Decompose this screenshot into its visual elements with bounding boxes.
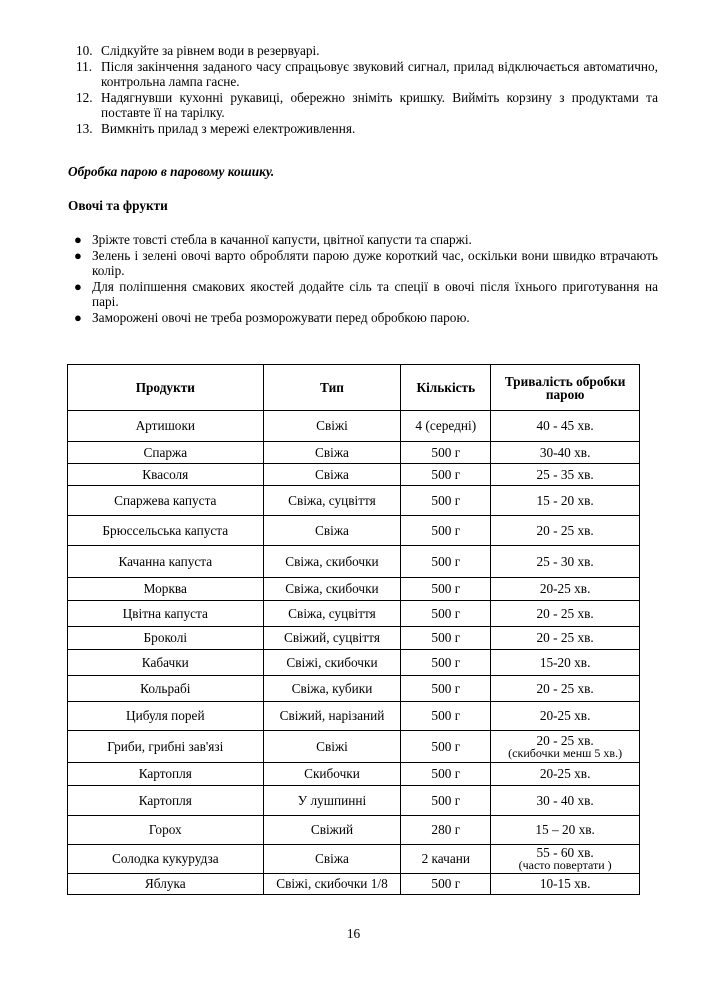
header-duration: Тривалість обробки парою bbox=[491, 365, 640, 411]
cell-type: Свіжа, суцвіття bbox=[263, 486, 401, 516]
cell-time: 20 - 25 хв. bbox=[491, 627, 640, 650]
step-text: Надягнувши кухонні рукавиці, обережно зніміть кришку. Вийміть корзину з продуктами та поставте її на тарілку. bbox=[101, 89, 658, 121]
page-number: 16 bbox=[346, 926, 361, 941]
cell-product: Броколі bbox=[68, 627, 264, 650]
cell-type: Свіжі bbox=[263, 411, 401, 442]
time-note: (скибочки менш 5 хв.) bbox=[508, 745, 623, 760]
cell-time: 15 - 20 хв. bbox=[491, 486, 640, 516]
cell-time: 25 - 30 хв. bbox=[491, 546, 640, 578]
cell-amount: 500 г bbox=[401, 516, 491, 546]
cell-product: Картопля bbox=[68, 786, 264, 816]
cell-amount: 500 г bbox=[401, 786, 491, 816]
step-number: 11. bbox=[76, 58, 93, 74]
table-row bbox=[68, 874, 640, 895]
cell-product: Кольрабі bbox=[68, 676, 264, 702]
table-row bbox=[68, 763, 640, 786]
cell-amount: 500 г bbox=[401, 650, 491, 676]
section-title: Обробка парою в паровому кошику. bbox=[68, 164, 275, 179]
table-row bbox=[68, 816, 640, 845]
cell-amount: 500 г bbox=[401, 702, 491, 731]
cell-time: 20 - 25 хв. bbox=[491, 516, 640, 546]
table-row bbox=[68, 845, 640, 874]
table-row bbox=[68, 627, 640, 650]
cell-amount: 500 г bbox=[401, 442, 491, 464]
bullet-icon: ● bbox=[74, 247, 82, 263]
step-item bbox=[68, 59, 658, 90]
cell-product: Горох bbox=[68, 816, 264, 845]
tip-item bbox=[68, 279, 658, 310]
cell-type: Свіжі, скибочки 1/8 bbox=[263, 874, 401, 895]
table-row bbox=[68, 676, 640, 702]
table-row bbox=[68, 786, 640, 816]
table-row bbox=[68, 546, 640, 578]
table-row bbox=[68, 464, 640, 486]
subsection-title: Овочі та фрукти bbox=[68, 198, 168, 213]
cell-amount: 500 г bbox=[401, 627, 491, 650]
cell-time: 40 - 45 хв. bbox=[491, 411, 640, 442]
table-row bbox=[68, 411, 640, 442]
cell-type: Свіжі, скибочки bbox=[263, 650, 401, 676]
time-value: 20 - 25 хв. bbox=[536, 732, 594, 748]
cell-time: 15-20 хв. bbox=[491, 650, 640, 676]
time-note: (часто повертати ) bbox=[518, 858, 612, 872]
cell-type: Свіжа bbox=[263, 845, 401, 874]
cell-time bbox=[491, 845, 640, 874]
cell-amount: 500 г bbox=[401, 601, 491, 627]
cell-type: Свіжі bbox=[263, 731, 401, 763]
cell-type: Свіжа, скибочки bbox=[263, 546, 401, 578]
header-amount: Кількість bbox=[401, 365, 491, 411]
step-text: Вимкніть прилад з мережі електроживлення. bbox=[101, 120, 356, 136]
cell-time bbox=[491, 731, 640, 763]
tip-item bbox=[68, 248, 658, 279]
cell-time: 20 - 25 хв. bbox=[491, 676, 640, 702]
cell-amount: 500 г bbox=[401, 464, 491, 486]
cell-time: 15 – 20 хв. bbox=[491, 816, 640, 845]
step-number: 12. bbox=[76, 89, 93, 105]
step-item bbox=[68, 43, 658, 59]
step-text: Після закінчення заданого часу спрацьовує звуковий сигнал, прилад відключається автоматично, контрольна лампа гасне. bbox=[101, 58, 658, 90]
tip-text: Зріжте товсті стебла в качанної капусти, цвітної капусти та спаржі. bbox=[92, 232, 472, 247]
cell-amount: 500 г bbox=[401, 578, 491, 601]
cell-time: 30-40 хв. bbox=[491, 442, 640, 464]
cell-type: Свіжа, скибочки bbox=[263, 578, 401, 601]
cell-product: Солодка кукурудза bbox=[68, 845, 264, 874]
step-number: 10. bbox=[76, 43, 93, 58]
cell-type: Свіжа, суцвіття bbox=[263, 601, 401, 627]
table-row bbox=[68, 601, 640, 627]
cell-type: Свіжий, суцвіття bbox=[263, 627, 401, 650]
step-item bbox=[68, 90, 658, 121]
table-row bbox=[68, 516, 640, 546]
cell-time: 30 - 40 хв. bbox=[491, 786, 640, 816]
tip-text: Зелень і зелені овочі варто обробляти парою дуже короткий час, оскільки вони швидко втрачають колір. bbox=[92, 247, 658, 279]
header-products: Продукти bbox=[68, 365, 264, 411]
tip-item bbox=[68, 232, 658, 248]
table-row bbox=[68, 486, 640, 516]
cell-time: 20-25 хв. bbox=[491, 702, 640, 731]
step-text: Слідкуйте за рівнем води в резервуарі. bbox=[101, 43, 320, 58]
tip-text: Для поліпшення смакових якостей додайте сіль та спеції в овочі після їхнього приготування на парі. bbox=[92, 278, 658, 310]
table-row bbox=[68, 650, 640, 676]
cell-product: Качанна капуста bbox=[68, 546, 264, 578]
cell-time: 20-25 хв. bbox=[491, 763, 640, 786]
step-item bbox=[68, 121, 658, 137]
cell-amount: 500 г bbox=[401, 676, 491, 702]
cell-amount: 500 г bbox=[401, 731, 491, 763]
cell-product: Картопля bbox=[68, 763, 264, 786]
table-row bbox=[68, 731, 640, 763]
time-value: 55 - 60 хв. bbox=[536, 845, 594, 860]
cell-product: Цвітна капуста bbox=[68, 601, 264, 627]
cell-product: Артишоки bbox=[68, 411, 264, 442]
cell-type: Свіжа, кубики bbox=[263, 676, 401, 702]
cell-product: Брюссельська капуста bbox=[68, 516, 264, 546]
cell-amount: 4 (середні) bbox=[401, 411, 491, 442]
table-row bbox=[68, 578, 640, 601]
tips-list bbox=[68, 232, 658, 326]
cell-time: 20 - 25 хв. bbox=[491, 601, 640, 627]
bullet-icon: ● bbox=[74, 309, 82, 325]
cell-amount: 500 г bbox=[401, 874, 491, 895]
bullet-icon: ● bbox=[74, 278, 82, 294]
cell-amount: 500 г bbox=[401, 546, 491, 578]
cell-amount: 2 качани bbox=[401, 845, 491, 874]
cell-product: Квасоля bbox=[68, 464, 264, 486]
cell-product: Спаржева капуста bbox=[68, 486, 264, 516]
tip-item bbox=[68, 310, 658, 326]
cell-amount: 280 г bbox=[401, 816, 491, 845]
cell-amount: 500 г bbox=[401, 763, 491, 786]
cell-product: Цибуля порей bbox=[68, 702, 264, 731]
cell-type: Свіжий, нарізаний bbox=[263, 702, 401, 731]
instruction-steps bbox=[68, 43, 658, 137]
cell-amount: 500 г bbox=[401, 486, 491, 516]
steaming-table bbox=[67, 364, 640, 895]
table-row bbox=[68, 702, 640, 731]
step-number: 13. bbox=[76, 120, 93, 136]
tip-text: Заморожені овочі не треба розморожувати перед обробкою парою. bbox=[92, 309, 470, 325]
table-header-row bbox=[68, 365, 640, 411]
table-row bbox=[68, 442, 640, 464]
cell-type: Свіжа bbox=[263, 464, 401, 486]
cell-product: Морква bbox=[68, 578, 264, 601]
cell-product: Яблука bbox=[68, 874, 264, 895]
cell-type: У лушпинні bbox=[263, 786, 401, 816]
cell-product: Спаржа bbox=[68, 442, 264, 464]
cell-type: Свіжа bbox=[263, 442, 401, 464]
bullet-icon: ● bbox=[74, 232, 82, 247]
cell-product: Кабачки bbox=[68, 650, 264, 676]
cell-type: Скибочки bbox=[263, 763, 401, 786]
cell-type: Свіжий bbox=[263, 816, 401, 845]
cell-type: Свіжа bbox=[263, 516, 401, 546]
cell-time: 25 - 35 хв. bbox=[491, 464, 640, 486]
header-type: Тип bbox=[263, 365, 401, 411]
cell-product: Гриби, грибні зав'язі bbox=[68, 731, 264, 763]
cell-time: 10-15 хв. bbox=[491, 874, 640, 895]
cell-time: 20-25 хв. bbox=[491, 578, 640, 601]
